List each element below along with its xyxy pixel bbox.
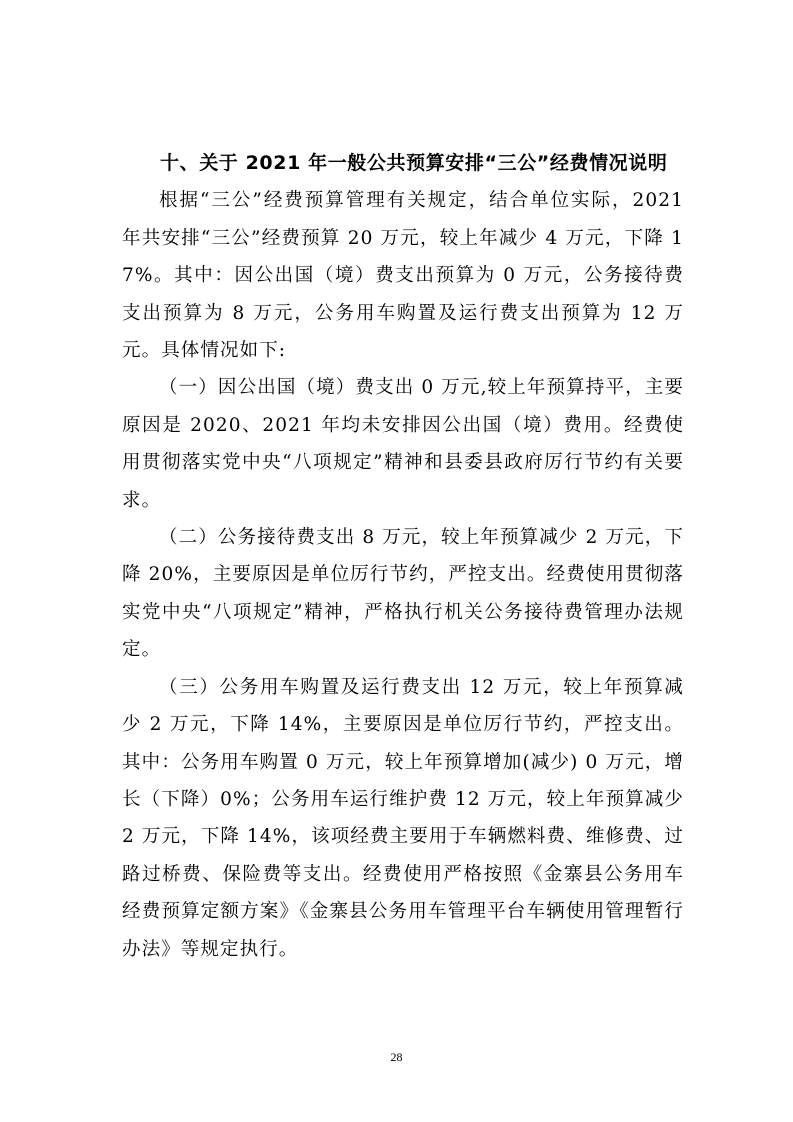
paragraph-official-reception: （二）公务接待费支出 8 万元，较上年预算减少 2 万元，下降 20%，主要原因是单位厉行节约，严控支出。经费使用贯彻落实党中央“八项规定”精神，严格执行机关公务接待费管理办法规定。 — [122, 527, 684, 661]
page-number: 28 — [390, 1050, 403, 1064]
section-heading: 十、关于 2021 年一般公共预算安排“三公”经费情况说明 — [160, 152, 668, 174]
paragraph-overview: 根据“三公”经费预算管理有关规定，结合单位实际，2021 年共安排“三公”经费预算 20 万元，较上年减少 4 万元，下降 17%。其中：因公出国（境）费支出预算为 0 万元，公务接待费支出预算为 8 万元，公务用车购置及运行费支出预算为 12 万元。具体情况如下: — [122, 190, 684, 362]
paragraph-official-vehicles: （三）公务用车购置及运行费支出 12 万元，较上年预算减少 2 万元，下降 14%，主要原因是单位厉行节约，严控支出。其中：公务用车购置 0 万元，较上年预算增加(减少) 0 万元，增长（下降）0%；公务用车运行维护费 12 万元，较上年预算减少 2 万元，下降 14%，该项经费主要用于车辆燃料费、维修费、过路过桥费、保险费等支出。经费使用严格按照《金寨县公务用车经费预算定额方案》《金寨县公务用车管理平台车辆使用管理暂行办法》等规定执行。 — [122, 676, 684, 960]
paragraph-overseas-travel: （一）因公出国（境）费支出 0 万元,较上年预算持平，主要原因是 2020、2021 年均未安排因公出国（境）费用。经费使用贯彻落实党中央“八项规定”精神和县委县政府厉行节约有关要求。 — [122, 377, 684, 511]
document-body — [122, 145, 684, 968]
